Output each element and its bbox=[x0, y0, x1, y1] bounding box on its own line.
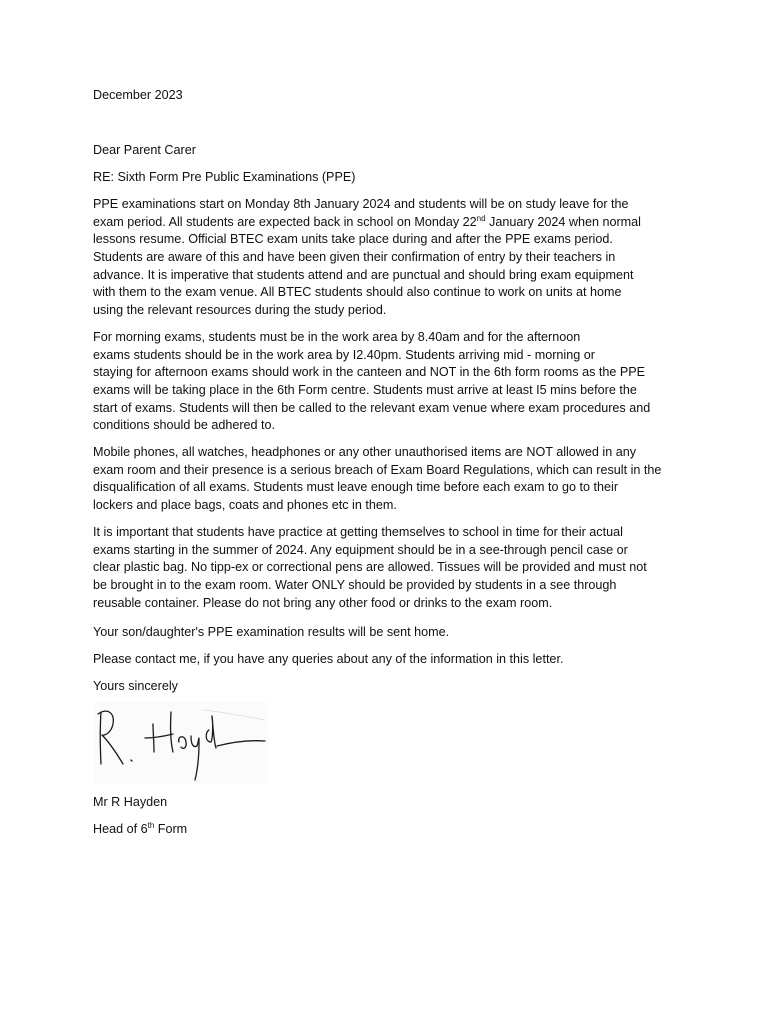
handwritten-signature bbox=[93, 702, 268, 784]
paragraph-equipment bbox=[93, 524, 678, 612]
paragraph-line: exams students should be in the work area by I2.40pm. Students arriving mid - morning or bbox=[93, 347, 595, 362]
paragraph-line: Students are aware of this and have been given their confirmation of entry by their teachers in bbox=[93, 250, 616, 265]
paragraph-line: exam room and their presence is a serious breach of Exam Board Regulations, which can result in the bbox=[93, 462, 662, 477]
closing: Yours sincerely bbox=[93, 679, 178, 693]
signatory-name: Mr R Hayden bbox=[93, 795, 168, 809]
paragraph-line: with them to the exam venue. All BTEC students should also continue to work on units at home bbox=[93, 285, 622, 300]
paragraph-study-leave bbox=[93, 196, 678, 320]
subject-line: RE: Sixth Form Pre Public Examinations (PPE) bbox=[93, 170, 356, 184]
paragraph-line: staying for afternoon exams should work in the canteen and NOT in the 6th form rooms as the PPE bbox=[93, 365, 646, 380]
paragraph-line: clear plastic bag. No tipp-ex or correctional pens are allowed. Tissues will be provided and must not bbox=[93, 560, 647, 575]
contact-note: Please contact me, if you have any queries about any of the information in this letter. bbox=[93, 652, 564, 666]
paragraph-line: conditions should be adhered to. bbox=[93, 418, 276, 433]
results-note: Your son/daughter's PPE examination results will be sent home. bbox=[93, 625, 450, 639]
paragraph-prohibited-items bbox=[93, 444, 678, 515]
paragraph-line: exam period. All students are expected back in school on Monday 22nd January 2024 when normal bbox=[93, 213, 641, 229]
paragraph-line: Mobile phones, all watches, headphones or any other unauthorised items are NOT allowed in any bbox=[93, 445, 637, 459]
paragraph-line: exams will be taking place in the 6th Form centre. Students must arrive at least I5 mins before the bbox=[93, 383, 637, 398]
signatory-title: Head of 6th Form bbox=[93, 820, 188, 836]
paragraph-line: PPE examinations start on Monday 8th January 2024 and students will be on study leave for the bbox=[93, 197, 629, 211]
letter-date: December 2023 bbox=[93, 88, 183, 102]
paragraph-line: start of exams. Students will then be called to the relevant exam venue where exam procedures and bbox=[93, 400, 651, 415]
paragraph-line: using the relevant resources during the study period. bbox=[93, 303, 387, 318]
paragraph-line: reusable container. Please do not bring any other food or drinks to the exam room. bbox=[93, 595, 553, 610]
paragraph-line: lessons resume. Official BTEC exam units take place during and after the PPE exams period. bbox=[93, 232, 613, 247]
paragraph-line: advance. It is imperative that students attend and are punctual and should bring exam equipment bbox=[93, 267, 634, 282]
paragraph-line: lockers and place bags, coats and phones etc in them. bbox=[93, 498, 397, 513]
paragraph-line: For morning exams, students must be in the work area by 8.40am and for the afternoon bbox=[93, 330, 581, 344]
paragraph-line: disqualification of all exams. Students must leave enough time before each exam to go to their bbox=[93, 480, 619, 495]
paragraph-line: It is important that students have practice at getting themselves to school in time for their actual bbox=[93, 525, 623, 539]
paragraph-line: exams starting in the summer of 2024. Any equipment should be in a see-through pencil case or bbox=[93, 542, 628, 557]
paragraph-exam-times bbox=[93, 329, 678, 435]
salutation: Dear Parent Carer bbox=[93, 143, 196, 157]
paragraph-line: be brought in to the exam room. Water ONLY should be provided by students in a see through bbox=[93, 578, 617, 593]
